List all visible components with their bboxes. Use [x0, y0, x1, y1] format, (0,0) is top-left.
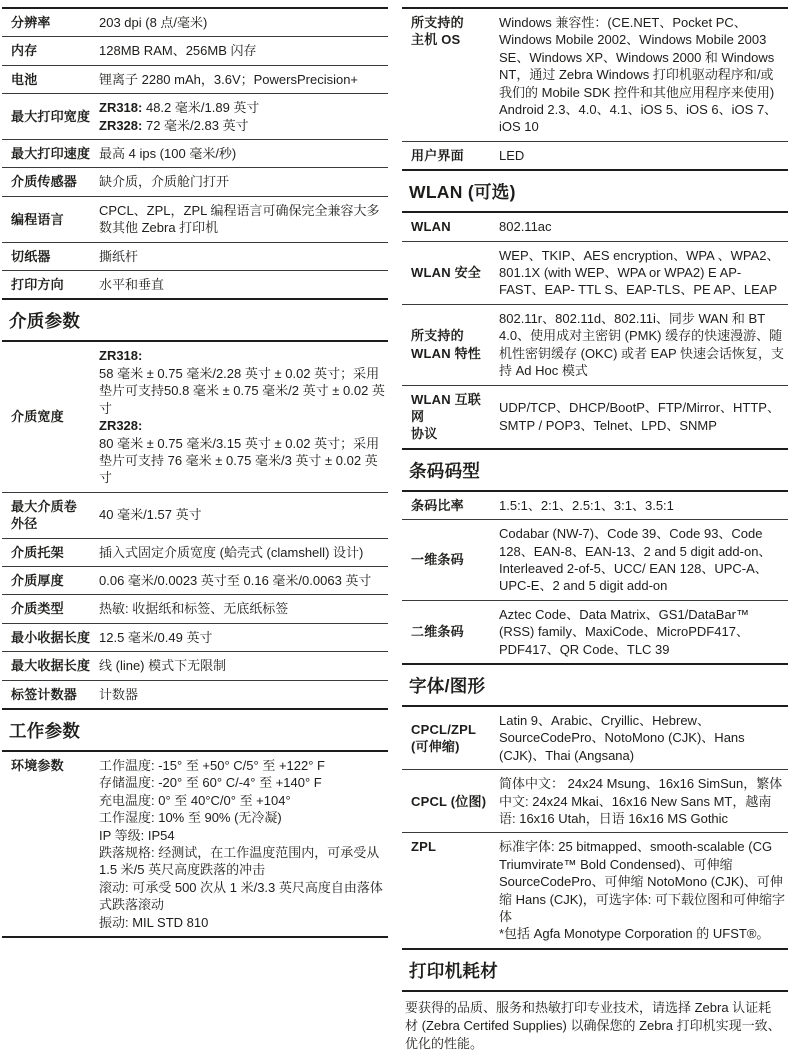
section-header [402, 448, 788, 490]
spec-row [2, 594, 388, 622]
spec-row [402, 600, 788, 663]
spec-value: 0.06 毫米/0.0023 英寸至 0.16 毫米/0.0063 英寸 [99, 572, 372, 588]
spec-value: 锂离子 2280 mAh，3.6V；PowersPrecision+ [99, 71, 359, 87]
spec-label: CPCL (位图) [411, 793, 487, 809]
section-title: 条码码型 [409, 460, 481, 481]
spec-value-line: 80 毫米 ± 0.75 毫米/3.15 英寸 ± 0.02 英寸；采用垫片可支持 76 毫米 ± 0.75 毫米/3 英寸 ± 0.02 英寸 [99, 435, 380, 486]
section-title: WLAN (可选) [409, 182, 516, 203]
spec-value: Aztec Code、Data Matrix、GS1/DataBar™ (RSS) family、MaxiCode、MicroPDF417、PDF417、QR Code、TLC 39 [499, 606, 749, 657]
spec-row [2, 7, 388, 36]
spec-value: 缺介质，介质舱门打开 [99, 174, 230, 190]
spec-row [2, 623, 388, 651]
spec-label: 打印方向 [11, 277, 64, 293]
spec-value-line: ZR318: 48.2 毫米/1.89 英寸 [99, 100, 260, 116]
spec-value: 热敏: 收据纸和标签、无底纸标签 [99, 601, 289, 617]
spec-label: 所支持的 主机 OS [411, 15, 464, 48]
spec-label: 最大打印宽度 [11, 108, 91, 124]
spec-label: CPCL/ZPL (可伸缩) [411, 721, 477, 755]
spec-row [2, 167, 388, 195]
spec-row [2, 36, 388, 64]
section-header [402, 169, 788, 211]
spec-row [2, 538, 388, 566]
spec-label: 最大收据长度 [11, 658, 91, 674]
spec-label: 介质托架 [11, 544, 64, 560]
spec-value-line: ZR328: [99, 418, 143, 434]
spec-row [402, 241, 788, 304]
spec-value-line: 振动: MIL STD 810 [99, 914, 209, 930]
spec-value: 1.5:1、2:1、2.5:1、3:1、3.5:1 [499, 497, 674, 513]
spec-row [2, 750, 388, 936]
spec-label: 环境参数 [11, 757, 64, 773]
spec-value: Latin 9、Arabic、Cryillic、Hebrew、SourceCodePro、NotoMono (CJK)、Hans (CJK)、Thai (Angsana) [499, 712, 745, 763]
section-title: 打印机耗材 [409, 960, 498, 981]
spec-row [2, 270, 388, 298]
spec-label: 编程语言 [11, 211, 64, 227]
supplies-note: 要获得的品质、服务和热敏打印专业技术，请选择 Zebra 认证耗材 (Zebra Certifed Supplies) 以确保您的 Zebra 打印机实现一致、优化的性能。 [402, 990, 788, 1061]
spec-value: WEP、TKIP、AES encryption、WPA 、WPA2、801.1X (with WEP、WPA or WPA2) E AP- FAST、EAP- TTL S、EAP-TLS、PE AP、LEAP [499, 247, 780, 298]
spec-label: 所支持的 WLAN 特性 [411, 328, 481, 361]
spec-label: 介质类型 [11, 601, 64, 617]
spec-row [402, 211, 788, 240]
spec-value: UDP/TCP、DHCP/BootP、FTP/Mirror、HTTP、SMTP / POP3、Telnet、LPD、SNMP [499, 400, 780, 433]
spec-label: ZPL [411, 839, 437, 855]
spec-row [402, 769, 788, 832]
spec-label: 切纸器 [11, 248, 51, 264]
spec-label: 最大打印速度 [11, 146, 91, 162]
spec-value: Codabar (NW-7)、Code 39、Code 93、Code 128、EAN-8、EAN-13、2 and 5 digit add-on、Interleaved 2-of-5、UCC/ EAN 128、UPC-A、UPC-E、2 and 5 digit add-on [499, 526, 772, 594]
spec-value: 水平和垂直 [99, 277, 165, 293]
spec-row [402, 832, 788, 947]
section-title: 介质参数 [9, 311, 81, 332]
spec-row [402, 304, 788, 385]
spec-label: WLAN 安全 [411, 265, 481, 281]
spec-row [402, 705, 788, 769]
spec-value-line: ZR318: [99, 348, 143, 364]
spec-value [99, 757, 388, 931]
spec-value [99, 99, 388, 134]
spec-value: 12.5 毫米/0.49 英寸 [99, 629, 213, 645]
section-header [402, 663, 788, 705]
spec-row [402, 490, 788, 519]
spec-row [2, 680, 388, 708]
spec-row [402, 141, 788, 169]
spec-value-line: 标准字体: 25 bitmapped、smooth-scalable (CG Triumvirate™ Bold Condensed)、可伸缩 SourceCodePro、可伸缩 NotoMono (CJK)、可伸缩 Hans (CJK)，可选字体: 可下载位图和可伸缩字体 [499, 839, 786, 925]
spec-value: 线 (line) 模式下无限制 [99, 658, 227, 674]
spec-value: 最高 4 ips (100 毫米/秒) [99, 146, 237, 162]
spec-label: 标签计数器 [11, 686, 78, 702]
section-header [2, 708, 388, 750]
spec-row [2, 566, 388, 594]
spec-label: 一维条码 [411, 552, 464, 568]
spec-column-left [2, 7, 388, 938]
spec-value-line: 工作湿度: 10% 至 90% (无冷凝) [99, 810, 282, 826]
spec-label: 最小收据长度 [11, 629, 91, 645]
spec-row [2, 65, 388, 93]
spec-row [2, 651, 388, 679]
spec-value: 计数器 [99, 686, 139, 702]
spec-value-line: 充电温度: 0° 至 40°C/0° 至 +104° [99, 792, 291, 808]
section-header [402, 948, 788, 990]
spec-value: 简体中文： 24x24 Msung、16x16 SimSun，繁体中文: 24x24 Mkai、16x16 New Sans MT，越南语: 16x16 Utah，日语 16x16 MS Gothic [499, 776, 783, 826]
spec-value: 插入式固定介质宽度 (蛤壳式 (clamshell) 设计) [99, 544, 364, 560]
spec-label: 电池 [11, 71, 38, 87]
spec-label: 介质宽度 [11, 409, 64, 425]
spec-value-line: 58 毫米 ± 0.75 毫米/2.28 英寸 ± 0.02 英寸；采用垫片可支持50.8 毫米 ± 0.75 毫米/2 英寸 ± 0.02 英寸 [99, 365, 385, 416]
spec-value-line: 工作温度: -15° 至 +50° C/5° 至 +122° F [99, 757, 325, 773]
spec-row [402, 385, 788, 448]
spec-value-line: *包括 Agfa Monotype Corporation 的 UFST®。 [499, 926, 770, 942]
spec-row [2, 242, 388, 270]
spec-label: 介质厚度 [11, 572, 64, 588]
spec-row [2, 139, 388, 167]
spec-value: CPCL、ZPL，ZPL 编程语言可确保完全兼容大多数其他 Zebra 打印机 [99, 202, 380, 236]
spec-label: 用户界面 [411, 147, 464, 163]
spec-row [2, 340, 388, 491]
spec-value: LED [499, 147, 525, 163]
spec-value: 203 dpi (8 点/毫米) [99, 15, 208, 30]
section-header [2, 298, 388, 340]
spec-value-line: ZR328: 72 毫米/2.83 英寸 [99, 117, 249, 133]
spec-label: 最大介质卷 外径 [11, 498, 78, 532]
spec-value: 802.11r、802.11d、802.11i、同步 WAN 和 BT 4.0、使用成对主密钥 (PMK) 缓存的快速漫游、随机性密钥缓存 (OKC) 或者 EAP 快速会话恢复，支持 Ad Hoc 模式 [499, 310, 785, 379]
spec-value-line: 跌落规格: 经测试，在工作温度范围内，可承受从 1.5 米/5 英尺高度跌落的冲击 [99, 845, 380, 878]
spec-column-right [402, 7, 788, 1061]
spec-value-line: 存储温度: -20° 至 60° C/-4° 至 +140° F [99, 775, 322, 791]
spec-value: Windows 兼容性：(CE.NET、Pocket PC、Windows Mobile 2002、Windows Mobile 2003 SE、Windows XP、Windows 2000 和 Windows NT，通过 Zebra Windows 打印机驱动程序和/或我们的 Mobile SDK 控件和其他应用程序来使用) Android 2.3、4.0、4.1、iOS 5、iOS 6、iOS 7、iOS 10 [499, 15, 778, 135]
spec-label: 介质传感器 [11, 174, 78, 190]
spec-value-line: 滚动: 可承受 500 次从 1 米/3.3 英尺高度自由落体式跌落滚动 [99, 879, 383, 913]
spec-row [2, 196, 388, 242]
spec-label: 分辨率 [11, 15, 51, 30]
spec-value: 128MB RAM、256MB 闪存 [99, 43, 257, 59]
spec-row [402, 7, 788, 141]
spec-label: WLAN 互联网 协议 [411, 391, 481, 442]
spec-value [99, 347, 388, 486]
spec-row [402, 519, 788, 600]
spec-label: 二维条码 [411, 624, 464, 640]
spec-label: 内存 [11, 43, 38, 59]
spec-value: 802.11ac [499, 219, 552, 235]
section-title: 工作参数 [9, 720, 81, 741]
spec-row [2, 93, 388, 139]
spec-label: 条码比率 [411, 497, 464, 513]
spec-value-line: IP 等级: IP54 [99, 827, 175, 843]
spec-value: 40 毫米/1.57 英寸 [99, 507, 202, 523]
spec-value: 撕纸杆 [99, 248, 139, 264]
spec-label: WLAN [411, 219, 451, 235]
spec-value [499, 838, 788, 942]
section-title: 字体/图形 [409, 675, 486, 696]
spec-row [2, 492, 388, 538]
